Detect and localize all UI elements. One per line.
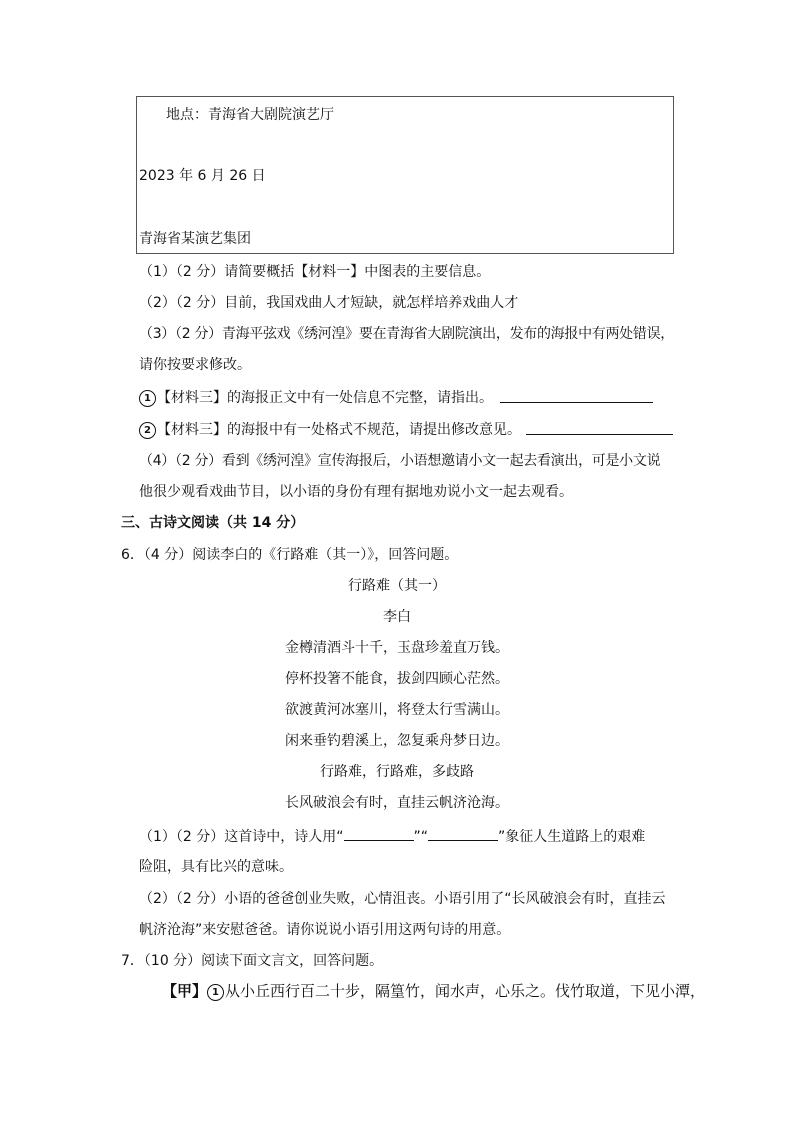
circled-number-2: 2: [139, 422, 156, 439]
poem-line: 欲渡黄河冰塞川，将登太行雪满山。: [285, 702, 509, 718]
q5-item1: [139, 388, 493, 408]
q7-passage-first-line: [162, 981, 705, 1001]
poem-line: 停杯投箸不能食，拔剑四顾心茫然。: [285, 671, 509, 687]
poem-title: 行路难（其一）: [348, 578, 446, 594]
passage-text: 从小丘西行百二十步，隔篁竹，闻水声，心乐之。伐竹取道，下见小潭，: [225, 982, 706, 1000]
q5-item2-text: 【材料三】的海报中有一处格式不规范，请提出修改意见。: [157, 422, 521, 438]
q5-sub2: （2）（2 分）目前，我国戏曲人才短缺，就怎样培养戏曲人才: [139, 295, 519, 311]
q5-item2: [139, 420, 521, 440]
circled-number-1: 1: [207, 984, 224, 1001]
q6-sub1-line2: 险阻，具有比兴的意味。: [139, 859, 293, 875]
poster-organizer: 青海省某演艺集团: [139, 231, 251, 247]
circled-number-1: 1: [139, 390, 156, 407]
answer-blank-1[interactable]: [500, 388, 653, 403]
q6-sub1-part-c: ”象征人生道路上的艰难: [498, 829, 646, 845]
q5-sub1: （1）（2 分）请简要概括【材料一】中图表的主要信息。: [139, 264, 491, 280]
q5-sub3-line1: （3）（2 分）青海平弦戏《绣河湟》要在青海省大剧院演出，发布的海报中有两处错误，: [139, 326, 674, 342]
poem-line: 闲来垂钓碧溪上，忽复乘舟梦日边。: [285, 733, 509, 749]
poem-line: 长风破浪会有时，直挂云帆济沧海。: [285, 795, 509, 811]
q5-item1-text: 【材料三】的海报正文中有一处信息不完整，请指出。: [157, 390, 493, 406]
q6-sub2-line1: （2）（2 分）小语的爸爸创业失败，心情沮丧。小语引用了“长风破浪会有时，直挂云: [139, 891, 666, 907]
q6-sub2-line2: 帆济沧海”来安慰爸爸。请你说说小语引用这两句诗的用意。: [139, 922, 511, 938]
q5-sub3-line2: 请你按要求修改。: [139, 357, 251, 373]
q6-stem: 6．（4 分）阅读李白的《行路难（其一）》，回答问题。: [121, 547, 459, 563]
passage-tag-jia: 【甲】: [162, 982, 208, 1000]
q6-sub1-line1: [139, 826, 645, 847]
q6-sub1-part-a: （1）（2 分）这首诗中，诗人用“: [139, 829, 344, 845]
q6-sub1-part-b: ”“: [413, 829, 429, 845]
answer-blank-3[interactable]: [344, 826, 414, 841]
poem-author: 李白: [383, 609, 411, 625]
poem-line: 行路难，行路难，多歧路: [320, 764, 474, 780]
answer-blank-2[interactable]: [526, 420, 673, 435]
poster-location: 地点：青海省大剧院演艺厅: [166, 107, 334, 123]
section-3-title: 三、古诗文阅读（共 14 分）: [121, 515, 305, 531]
poster-date: 2023 年 6 月 26 日: [139, 168, 266, 184]
q7-stem: 7．（10 分）阅读下面文言文，回答问题。: [121, 953, 384, 969]
q5-sub4-line1: （4）（2 分）看到《绣河湟》宣传海报后，小语想邀请小文一起去看演出，可是小文说: [139, 453, 661, 469]
q5-sub4-line2: 他很少观看戏曲节目，以小语的身份有理有据地劝说小文一起去观看。: [139, 484, 573, 500]
poem-line: 金樽清酒斗十千，玉盘珍羞直万钱。: [285, 640, 509, 656]
answer-blank-4[interactable]: [428, 826, 498, 841]
